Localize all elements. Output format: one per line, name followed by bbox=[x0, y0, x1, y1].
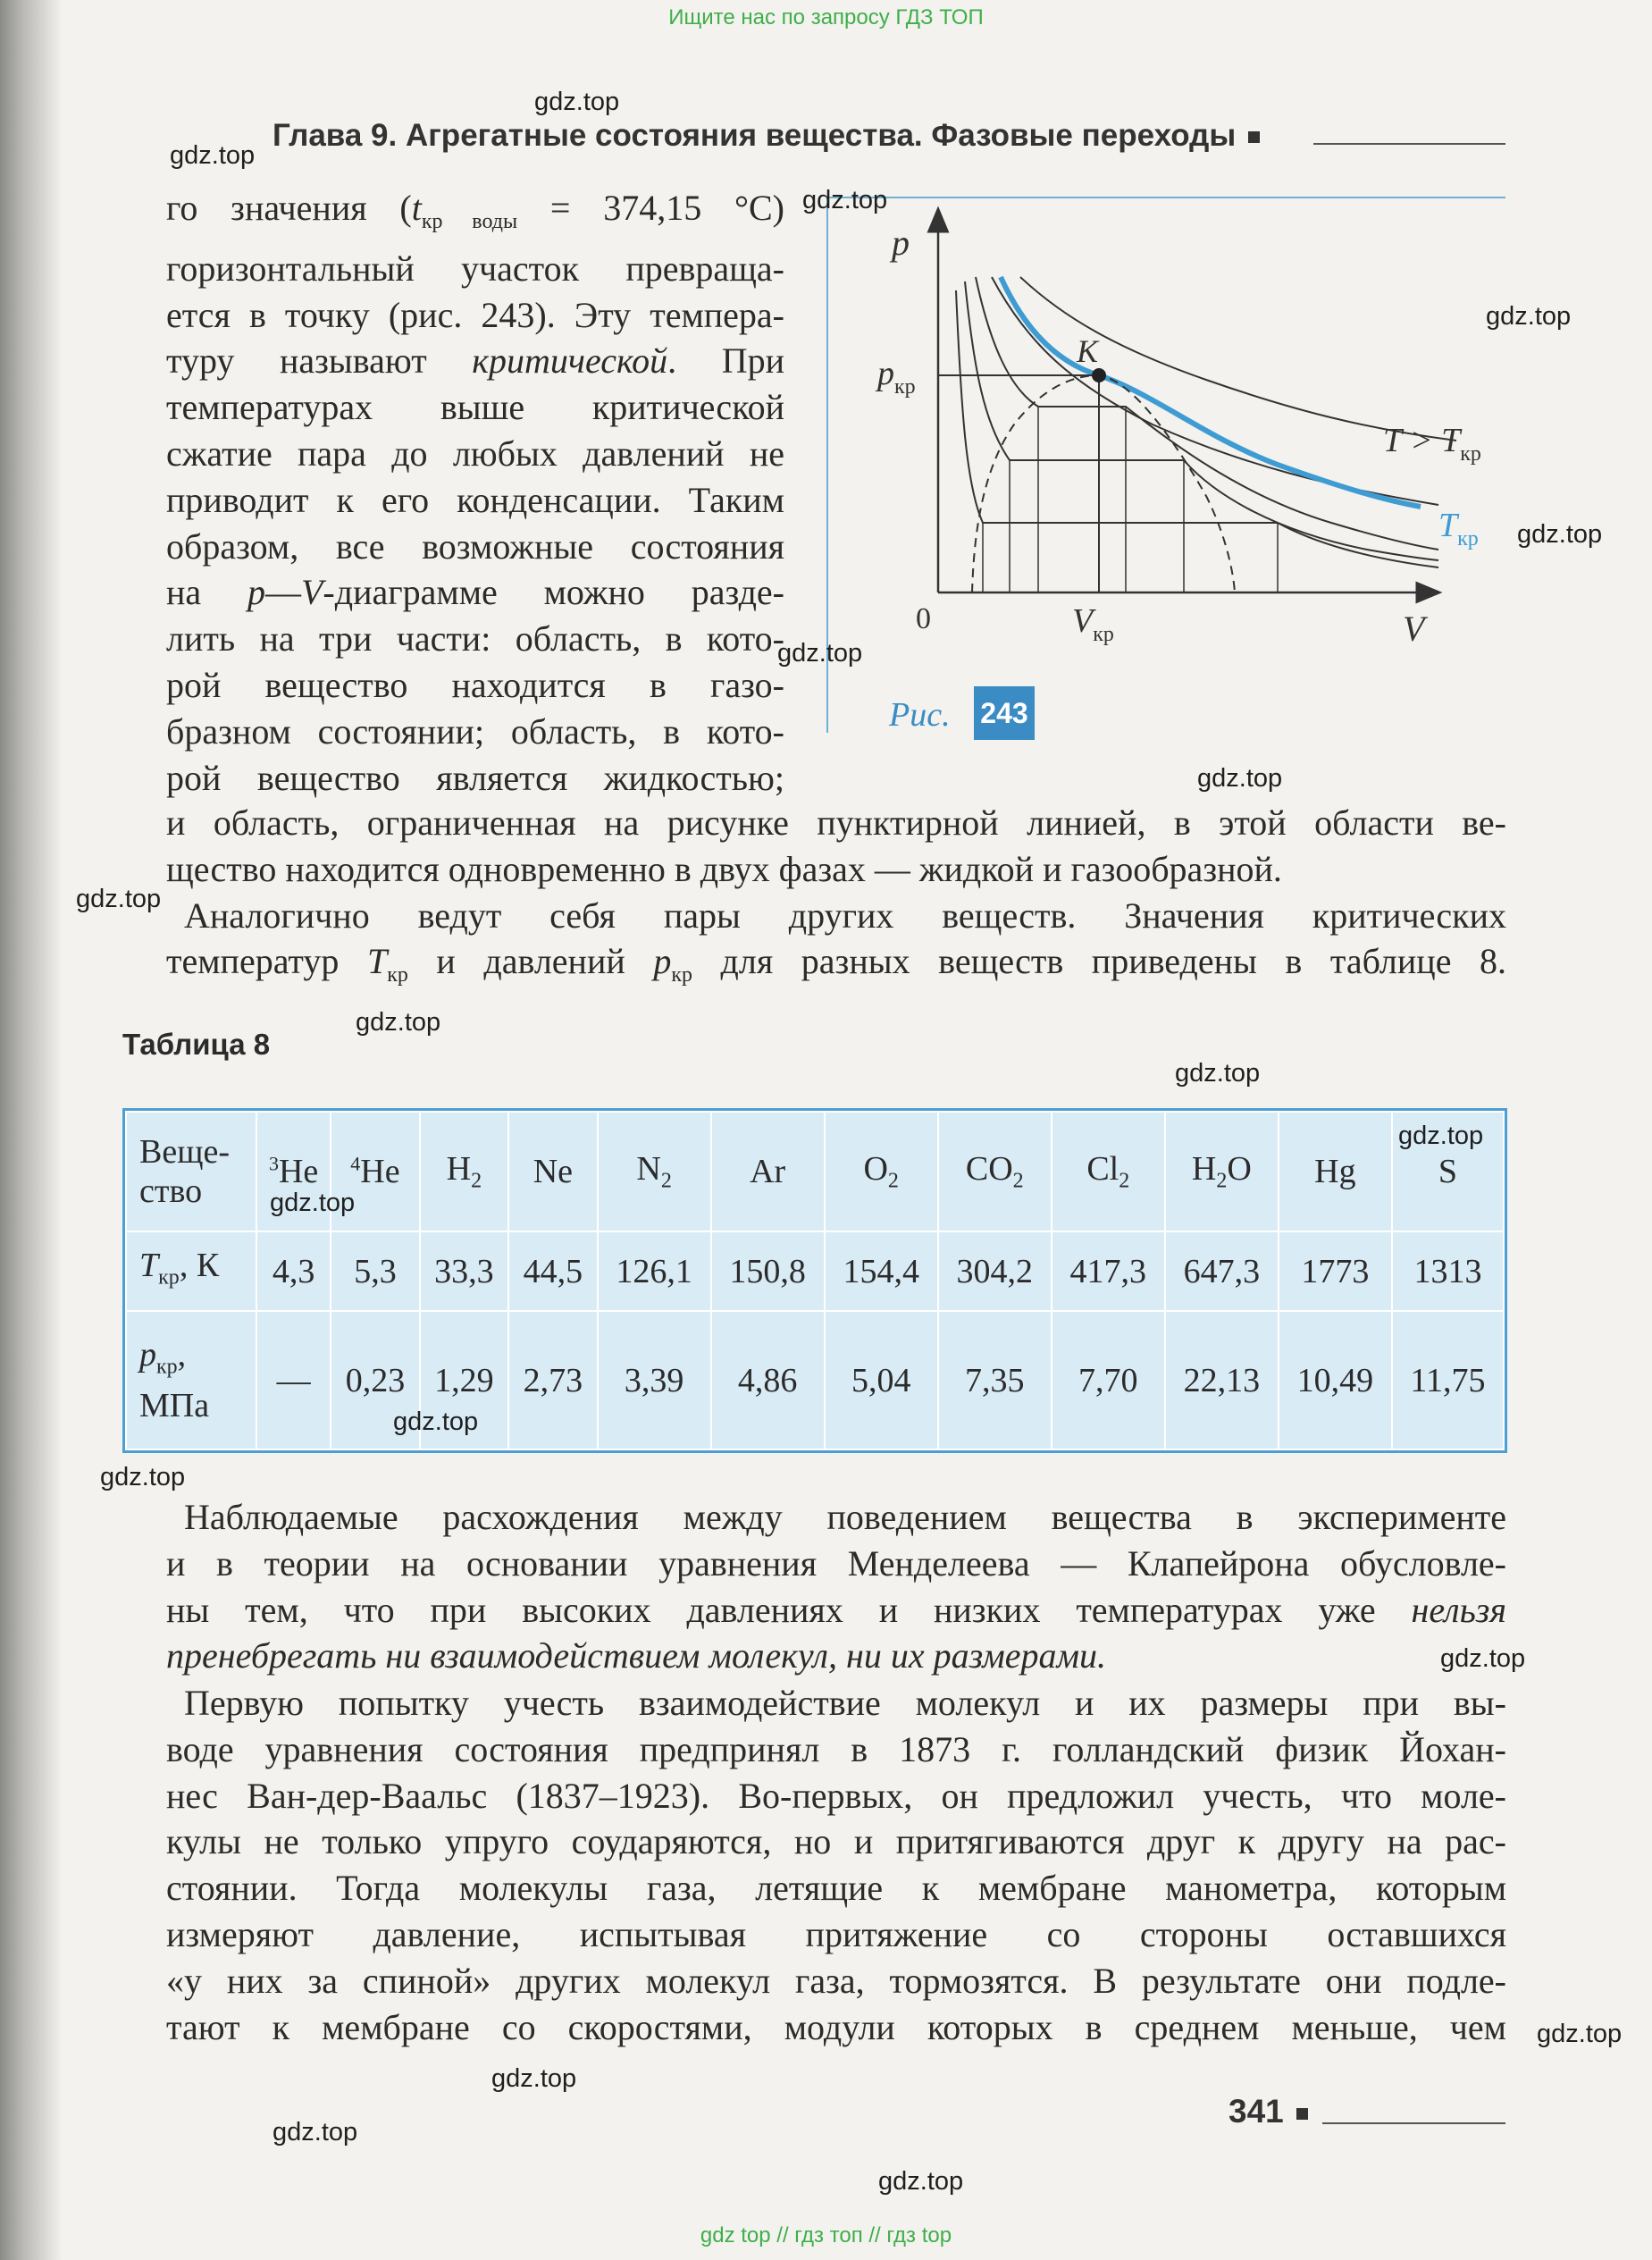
table-cell: 647,3 bbox=[1165, 1231, 1279, 1311]
table-cell: 22,13 bbox=[1165, 1311, 1279, 1449]
page-number: 341 bbox=[1229, 2093, 1308, 2130]
table-cell: 33,3 bbox=[420, 1231, 508, 1311]
text-line: бразном состоянии; область, в кото- bbox=[166, 710, 784, 752]
table-cell: 3,39 bbox=[598, 1311, 711, 1449]
table-header-cell: Ar bbox=[711, 1112, 825, 1231]
table-cell: — bbox=[256, 1311, 331, 1449]
watermark: gdz.top bbox=[1175, 1059, 1261, 1088]
text-line: ны тем, что при высоких давлениях и низких температурах уже нельзя bbox=[166, 1589, 1506, 1630]
row-label-p: $p_{кр}$, МПа bbox=[126, 1311, 256, 1449]
text-line: сжатие пара до любых давлений не bbox=[166, 433, 784, 474]
v-kr-label: $V_{кр}$ bbox=[1072, 602, 1114, 646]
table-cell: 304,2 bbox=[938, 1231, 1052, 1311]
text-line: Первую попытку учесть взаимодействие молекул и их размеры при вы- bbox=[184, 1683, 1506, 1723]
table-row-pressure bbox=[126, 1311, 1504, 1449]
text-line: щество находится одновременно в двух фазах — жидкой и газообразной. bbox=[166, 848, 1282, 889]
watermark: gdz.top bbox=[1517, 520, 1603, 549]
text-line: нес Ван-дер-Ваальс (1837–1923). Во-первых, он предложил учесть, что моле- bbox=[166, 1775, 1506, 1816]
watermark: gdz.top bbox=[878, 2167, 964, 2196]
square-bullet-icon bbox=[1296, 2108, 1308, 2120]
table-header-cell: $^4$He bbox=[331, 1112, 419, 1231]
two-phase-dome bbox=[972, 375, 1235, 592]
table-cell: 7,70 bbox=[1052, 1311, 1165, 1449]
text-line: пренебрегать ни взаимодействием молекул, ни их размерами. bbox=[166, 1635, 1107, 1676]
table-cell: 5,3 bbox=[331, 1231, 419, 1311]
text-line: температурах выше критической bbox=[166, 387, 784, 428]
table-cell: 150,8 bbox=[711, 1231, 825, 1311]
figure-caption: Рис. bbox=[889, 696, 951, 734]
text-line: туру называют критической. При bbox=[166, 340, 784, 382]
table-header-cell: Hg bbox=[1279, 1112, 1392, 1231]
square-bullet-icon bbox=[1248, 131, 1260, 143]
text-line: ется в точку (рис. 243). Эту темпера- bbox=[166, 294, 784, 335]
p-kr-label: $p_{кр}$ bbox=[877, 355, 916, 399]
text-line: и в теории на основании уравнения Менделеева — Клапейрона обусловле- bbox=[166, 1542, 1506, 1584]
text-line: измеряют давление, испытывая притяжение со стороны оставшихся bbox=[166, 1913, 1506, 1954]
figure-number-badge: 243 bbox=[974, 686, 1035, 740]
watermark: gdz.top bbox=[393, 1407, 479, 1436]
text-line: рой вещество находится в газо- bbox=[166, 664, 784, 705]
header-rule bbox=[1313, 143, 1505, 145]
text-line: на p—V-диаграмме можно разде- bbox=[166, 572, 784, 613]
axis-p-label: p bbox=[892, 223, 910, 263]
text-line: лить на три части: область, в кото- bbox=[166, 618, 784, 660]
table-title: Таблица 8 bbox=[122, 1028, 271, 1061]
table-header-cell: $CO_2$ bbox=[938, 1112, 1052, 1231]
watermark: gdz.top bbox=[777, 639, 863, 668]
bottom-banner[interactable]: gdz top // гдз топ // гдз top bbox=[700, 2223, 952, 2247]
table-header-cell: S bbox=[1392, 1112, 1504, 1231]
axis-v-label: V bbox=[1403, 609, 1425, 649]
table-header-cell: Ne bbox=[508, 1112, 597, 1231]
table-cell: 10,49 bbox=[1279, 1311, 1392, 1449]
table-cell: 1,29 bbox=[420, 1311, 508, 1449]
pv-diagram bbox=[831, 192, 1510, 746]
text-block-b bbox=[166, 1494, 1506, 1679]
label-t-critical: $T_{кр}$ bbox=[1438, 507, 1479, 550]
table-header-cell: $O_2$ bbox=[825, 1112, 938, 1231]
isotherm-low-1 bbox=[976, 277, 1438, 550]
table-header-cell: Веще- ство bbox=[126, 1112, 256, 1231]
text-line: стоянии. Тогда молекулы газа, летящие к мембране манометра, которым bbox=[166, 1868, 1506, 1909]
text-line: температур $T_{кр}$ и давлений $p_{кр}$ для разных веществ приведены в таблице 8. bbox=[166, 941, 1506, 987]
table-cell: 417,3 bbox=[1052, 1231, 1165, 1311]
table-header-cell: $Cl_2$ bbox=[1052, 1112, 1165, 1231]
chapter-header bbox=[273, 118, 1260, 154]
text-line: тают к мембране со скоростями, модули которых в среднем меньше, чем bbox=[166, 2006, 1506, 2047]
watermark: gdz.top bbox=[1398, 1122, 1484, 1150]
table-cell: 11,75 bbox=[1392, 1311, 1504, 1449]
table-cell: 44,5 bbox=[508, 1231, 597, 1311]
watermark: gdz.top bbox=[1537, 2020, 1623, 2048]
text-block-a bbox=[166, 800, 1506, 999]
origin-label: 0 bbox=[916, 602, 931, 635]
watermark: gdz.top bbox=[1440, 1644, 1526, 1673]
text-line: образом, все возможные состояния bbox=[166, 525, 784, 567]
watermark: gdz.top bbox=[1197, 764, 1283, 793]
table-cell: 4,86 bbox=[711, 1311, 825, 1449]
text-line: Наблюдаемые расхождения между поведением вещества в эксперименте bbox=[184, 1497, 1506, 1537]
text-line: и область, ограниченная на рисунке пунктирной линией, в этой области ве- bbox=[166, 802, 1506, 843]
table-cell: 7,35 bbox=[938, 1311, 1052, 1449]
page-rule bbox=[1322, 2122, 1505, 2124]
top-banner[interactable]: Ищите нас по запросу ГДЗ ТОП bbox=[668, 5, 984, 29]
text-line: Аналогично ведут себя пары других веществ. Значения критических bbox=[184, 895, 1506, 936]
table-cell: 1773 bbox=[1279, 1231, 1392, 1311]
point-k-label: K bbox=[1077, 333, 1099, 369]
table-cell: 126,1 bbox=[598, 1231, 711, 1311]
watermark: gdz.top bbox=[170, 141, 256, 170]
row-label-t: $T_{кр}$, К bbox=[126, 1231, 256, 1311]
table-cell: 2,73 bbox=[508, 1311, 597, 1449]
table-header-cell: $H_2$ bbox=[420, 1112, 508, 1231]
watermark: gdz.top bbox=[76, 885, 162, 913]
table-header-cell: $H_2O$ bbox=[1165, 1112, 1279, 1231]
text-line: «у них за спиной» других молекул газа, тормозятся. В результате они подле- bbox=[166, 1960, 1506, 2001]
table-header-cell: $^3$He bbox=[256, 1112, 331, 1231]
critical-values-table bbox=[122, 1108, 1507, 1453]
watermark: gdz.top bbox=[491, 2064, 577, 2093]
watermark: gdz.top bbox=[273, 2118, 358, 2147]
text-line: воде уравнения состояния предпринял в 1873 г. голландский физик Йохан- bbox=[166, 1728, 1506, 1769]
watermark: gdz.top bbox=[100, 1463, 186, 1491]
watermark: gdz.top bbox=[270, 1189, 356, 1217]
table-cell: 154,4 bbox=[825, 1231, 938, 1311]
table-cell: 5,04 bbox=[825, 1311, 938, 1449]
text-line: кулы не только упруго соударяются, но и притягиваются друг к другу на рас- bbox=[166, 1821, 1506, 1862]
table-cell: 4,3 bbox=[256, 1231, 331, 1311]
chapter-title: Глава 9. Агрегатные состояния вещества. Фазовые переходы bbox=[273, 118, 1237, 153]
watermark: gdz.top bbox=[802, 186, 888, 214]
text-line: го значения ($t_{кр воды} = 374,15$ °С) bbox=[166, 188, 784, 233]
isotherm-low-2 bbox=[965, 281, 1438, 560]
table-row-temperature bbox=[126, 1231, 1504, 1311]
watermark: gdz.top bbox=[356, 1008, 441, 1037]
text-line: рой вещество является жидкостью; bbox=[166, 757, 784, 798]
critical-point bbox=[1092, 368, 1106, 382]
text-line: приводит к его конденсации. Таким bbox=[166, 479, 784, 520]
text-line: горизонтальный участок превраща- bbox=[166, 248, 784, 289]
table-header-cell: $N_2$ bbox=[598, 1112, 711, 1231]
table-cell: 0,23 bbox=[331, 1311, 419, 1449]
text-block-c bbox=[166, 1680, 1506, 2050]
table-cell: 1313 bbox=[1392, 1231, 1504, 1311]
watermark: gdz.top bbox=[1486, 302, 1572, 331]
book-spine-shadow bbox=[0, 0, 63, 2260]
watermark: gdz.top bbox=[534, 88, 620, 116]
column-text bbox=[166, 185, 784, 801]
label-t-gt: $T > T_{кр}$ bbox=[1383, 422, 1481, 466]
